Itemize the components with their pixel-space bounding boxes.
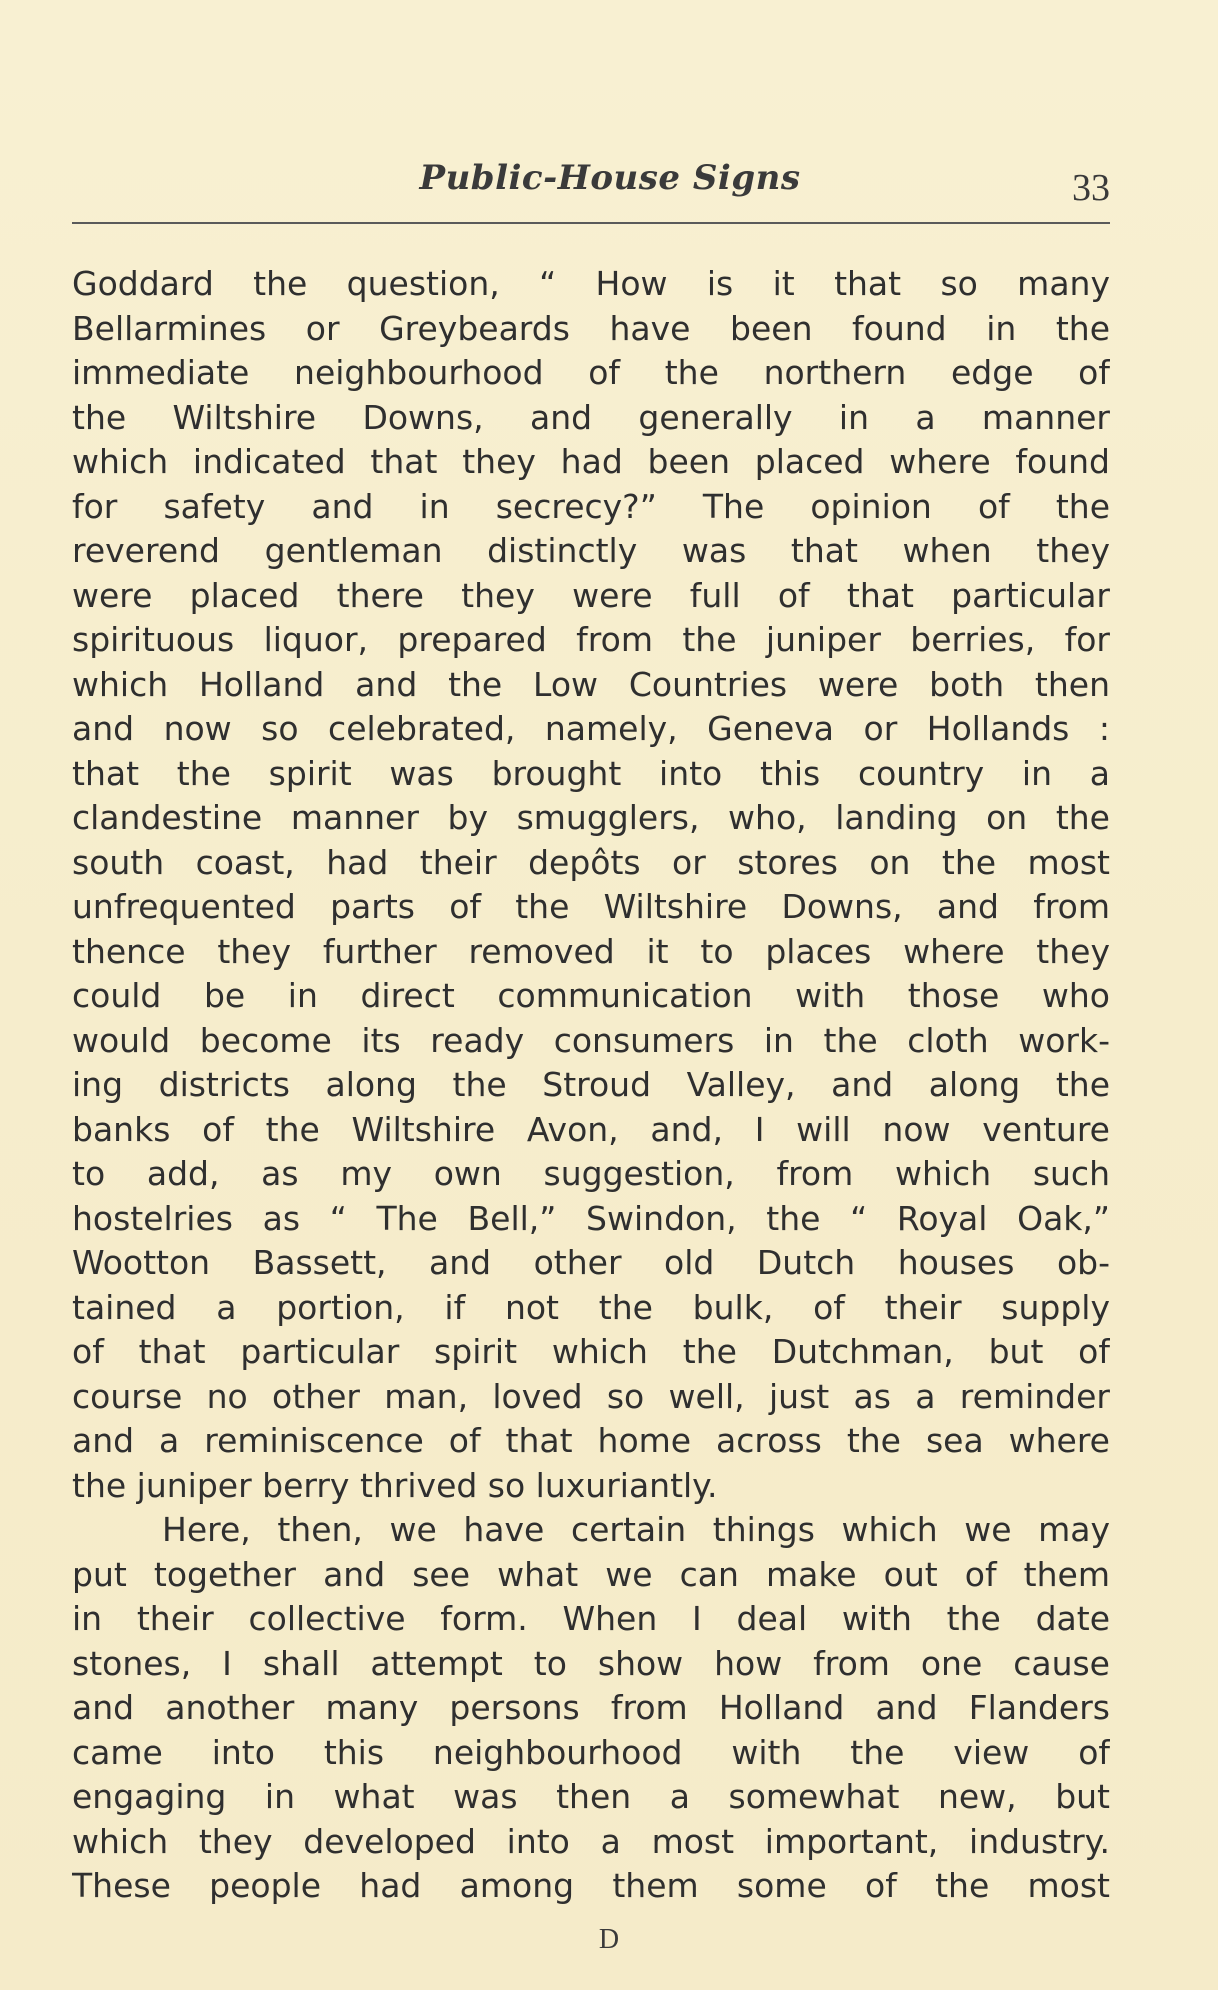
text-line: immediate neighbourhood of the northern edge of	[72, 353, 1110, 392]
header-rule	[72, 222, 1110, 224]
text-line: which they developed into a most important, industry.	[72, 1821, 1110, 1861]
text-line: unfrequented parts of the Wiltshire Downs, and from	[72, 887, 1110, 926]
running-title: Public-House Signs	[419, 158, 801, 198]
text-line: the Wiltshire Downs, and generally in a manner	[72, 397, 1110, 437]
text-line: could be in direct communication with those who	[72, 976, 1110, 1015]
paragraph-start-line: Here, then, we have certain things which we may	[162, 1510, 1110, 1549]
text-line: ing districts along the Stroud Valley, and along the	[72, 1065, 1110, 1104]
paragraph-end-line: the juniper berry thrived so luxuriantly.	[72, 1465, 718, 1505]
text-line: were placed there they were full of that particular	[72, 575, 1110, 615]
text-line: to add, as my own suggestion, from which such	[72, 1154, 1110, 1193]
text-line: Wootton Bassett, and other old Dutch houses ob-	[72, 1243, 1110, 1282]
text-line: Goddard the question, “ How is it that so many	[72, 264, 1110, 303]
text-line: Bellarmines or Greybeards have been found in the	[72, 308, 1110, 348]
running-head	[0, 150, 1218, 210]
text-line: reverend gentleman distinctly was that when they	[72, 531, 1110, 570]
text-line: course no other man, loved so well, just as a reminder	[72, 1376, 1110, 1416]
text-line: and now so celebrated, namely, Geneva or Hollands :	[72, 709, 1110, 748]
text-line: would become its ready consumers in the cloth work-	[72, 1020, 1110, 1060]
text-line: which indicated that they had been placed where found	[72, 442, 1110, 481]
page-number: 33	[1072, 167, 1110, 209]
text-line: in their collective form. When I deal with the date	[72, 1599, 1110, 1638]
text-line: of that particular spirit which the Dutchman, but of	[72, 1332, 1110, 1371]
text-line: thence they further removed it to places where they	[72, 931, 1110, 971]
text-line: and a reminiscence of that home across the sea where	[72, 1421, 1110, 1460]
text-line: spirituous liquor, prepared from the juniper berries, for	[72, 620, 1110, 659]
text-line: for safety and in secrecy?” The opinion of the	[72, 486, 1110, 526]
text-line: put together and see what we can make out of them	[72, 1554, 1110, 1594]
body-text	[72, 262, 1110, 1909]
text-line: came into this neighbourhood with the view of	[72, 1732, 1110, 1772]
text-line: banks of the Wiltshire Avon, and, I will now venture	[72, 1109, 1110, 1149]
text-line: These people had among them some of the most	[72, 1866, 1110, 1905]
text-line: clandestine manner by smugglers, who, landing on the	[72, 798, 1110, 837]
text-line: hostelries as “ The Bell,” Swindon, the “ Royal Oak,”	[72, 1198, 1110, 1238]
text-line: engaging in what was then a somewhat new, but	[72, 1777, 1110, 1816]
text-line: that the spirit was brought into this country in a	[72, 753, 1110, 793]
text-line: and another many persons from Holland and Flanders	[72, 1688, 1110, 1727]
text-line: tained a portion, if not the bulk, of their supply	[72, 1287, 1110, 1327]
text-line: south coast, had their depôts or stores on the most	[72, 842, 1110, 882]
signature-mark: D	[598, 1924, 620, 1955]
text-line: which Holland and the Low Countries were both then	[72, 664, 1110, 704]
text-line: stones, I shall attempt to show how from one cause	[72, 1643, 1110, 1683]
